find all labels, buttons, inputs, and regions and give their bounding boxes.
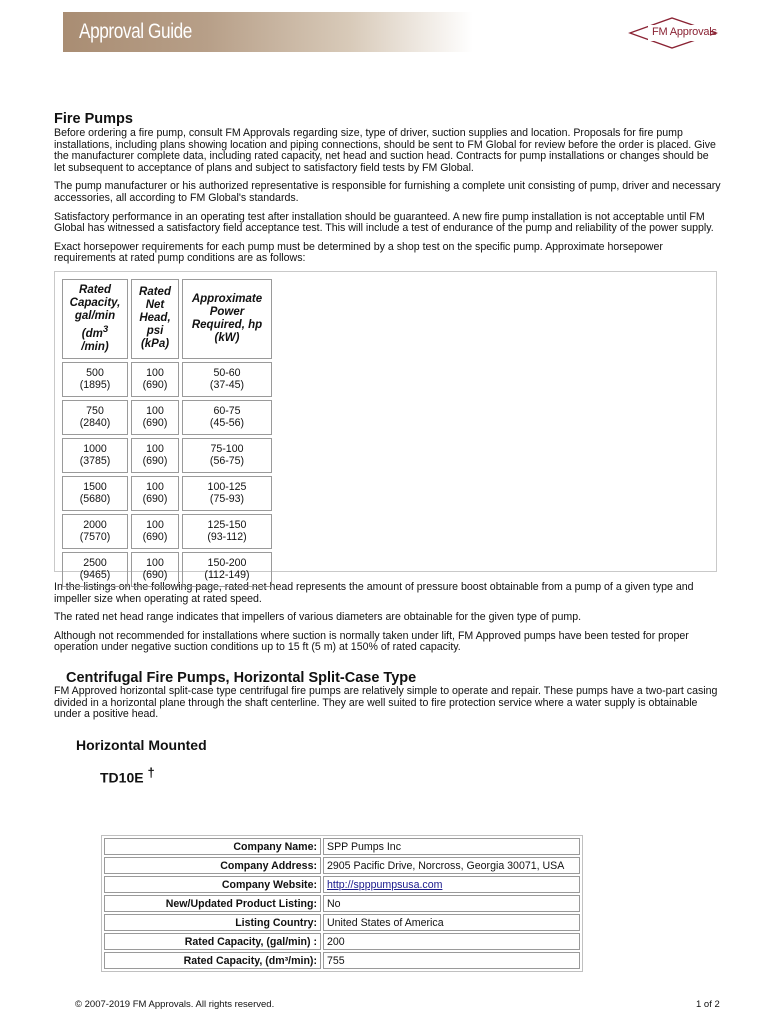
table-row bbox=[62, 400, 272, 435]
listing-label: Company Address: bbox=[104, 857, 321, 874]
fm-approvals-logo bbox=[628, 16, 720, 50]
listing-row bbox=[104, 933, 580, 950]
header-head: Rated Net Head, psi (kPa) bbox=[131, 279, 179, 359]
cell-power: 60-75 (45-56) bbox=[182, 400, 272, 435]
cell-head: 100 (690) bbox=[131, 552, 179, 587]
table-row bbox=[62, 514, 272, 549]
listing-label: Rated Capacity, (gal/min) : bbox=[104, 933, 321, 950]
footer-page-number: 1 of 2 bbox=[696, 999, 720, 1010]
listing-row bbox=[104, 914, 580, 931]
cell-power: 150-200 (112-149) bbox=[182, 552, 272, 587]
cell-power: 75-100 (56-75) bbox=[182, 438, 272, 473]
listing-value: 200 bbox=[323, 933, 580, 950]
cell-capacity: 1500 (5680) bbox=[62, 476, 128, 511]
centrifugal-body: FM Approved horizontal split-case type centrifugal fire pumps are relatively simple to operate and repair. These pumps have a two-part casing divided in a horizontal plane through the shaft centerline. They are well suited to fire protection service where a water supply is obtainable under a positive head. bbox=[54, 684, 718, 721]
listing-label: Company Name: bbox=[104, 838, 321, 855]
listing-table bbox=[101, 835, 583, 972]
dagger-mark: † bbox=[147, 764, 155, 780]
cell-head: 100 (690) bbox=[131, 476, 179, 511]
listing-value bbox=[323, 876, 580, 893]
horizontal-mounted-heading: Horizontal Mounted bbox=[76, 736, 207, 753]
horsepower-table bbox=[59, 276, 275, 590]
model-heading bbox=[100, 765, 722, 786]
listing-label: Rated Capacity, (dm³/min): bbox=[104, 952, 321, 969]
intro-paragraph-4: Exact horsepower requirements for each pump must be determined by a shop test on the specific pump. Approximate horsepower requirements at rated pump conditions are as follows: bbox=[54, 240, 663, 265]
listing-row bbox=[104, 895, 580, 912]
intro-paragraph-2: The pump manufacturer or his authorized representative is responsible for furnishing a complete unit consisting of pump, driver and necessary accessories, all according to FM Global's standards. bbox=[54, 180, 721, 204]
cell-head: 100 (690) bbox=[131, 400, 179, 435]
approval-guide-banner bbox=[63, 12, 473, 52]
listing-row bbox=[104, 876, 580, 893]
listing-value: SPP Pumps Inc bbox=[323, 838, 580, 855]
cell-head: 100 (690) bbox=[131, 362, 179, 397]
listing-label: Company Website: bbox=[104, 876, 321, 893]
cell-capacity: 2000 (7570) bbox=[62, 514, 128, 549]
cell-capacity: 750 (2840) bbox=[62, 400, 128, 435]
document-body bbox=[54, 110, 722, 785]
logo-text: FM Approvals bbox=[652, 26, 717, 38]
listing-value: 2905 Pacific Drive, Norcross, Georgia 30071, USA bbox=[323, 857, 580, 874]
footer-copyright: © 2007-2019 FM Approvals. All rights reserved. bbox=[75, 999, 275, 1010]
listing-value: No bbox=[323, 895, 580, 912]
cell-capacity: 500 (1895) bbox=[62, 362, 128, 397]
cell-power: 50-60 (37-45) bbox=[182, 362, 272, 397]
listing-value: United States of America bbox=[323, 914, 580, 931]
cell-capacity: 1000 (3785) bbox=[62, 438, 128, 473]
listing-label: Listing Country: bbox=[104, 914, 321, 931]
intro-paragraph-1: Before ordering a fire pump, consult FM Approvals regarding size, type of driver, suction supplies and location. Proposals for fire pump installations, including plans showing location and piping connections, should be sent to FM Global for review before the order is placed. Give the manufacturer complete data, including rated capacity, net head and suction head. Contracts for pump installations or changes should be let subsequent to acceptance of plans and subject to satisfactory field tests by FM Global. bbox=[54, 127, 716, 174]
after-paragraph-3: Although not recommended for installations where suction is normally taken under lift, FM Approved pumps have been tested for proper operation under negative suction conditions up to 15 ft (5 m) at 150% of rated capacity. bbox=[54, 629, 689, 654]
listing-row bbox=[104, 838, 580, 855]
company-website-link[interactable]: http://spppumpsusa.com bbox=[327, 878, 443, 891]
listing-value: 755 bbox=[323, 952, 580, 969]
model-name: TD10E bbox=[100, 769, 144, 786]
table-row bbox=[62, 362, 272, 397]
banner-title: Approval Guide bbox=[79, 20, 192, 43]
header-capacity: Rated Capacity, gal/min ($dm^3$ /min) bbox=[62, 279, 128, 359]
cell-capacity: 2500 (9465) bbox=[62, 552, 128, 587]
listing-row bbox=[104, 857, 580, 874]
listing-row bbox=[104, 952, 580, 969]
table-row bbox=[62, 438, 272, 473]
cell-power: 100-125 (75-93) bbox=[182, 476, 272, 511]
after-paragraph-2: The rated net head range indicates that impellers of various diameters are obtainable for the given type of pump. bbox=[54, 611, 582, 624]
table-row bbox=[62, 476, 272, 511]
listing-label: New/Updated Product Listing: bbox=[104, 895, 321, 912]
cell-head: 100 (690) bbox=[131, 438, 179, 473]
horsepower-table-frame bbox=[54, 271, 717, 582]
cell-head: 100 (690) bbox=[131, 514, 179, 549]
intro-paragraph-3: Satisfactory performance in an operating test after installation should be guaranteed. A new fire pump installation is not acceptable until FM Global has witnessed a satisfactory field acceptance test. This will include a test of endurance of the pump and reliability of the power supply. bbox=[54, 210, 714, 235]
centrifugal-title: Centrifugal Fire Pumps, Horizontal Split-Case Type bbox=[66, 669, 417, 686]
after-paragraph-1: In the listings on the following page, rated net head represents the amount of pressure boost obtainable from a pump of a given type and impeller size when operating at rated speed. bbox=[54, 580, 694, 605]
header-power: Approximate Power Required, hp (kW) bbox=[182, 279, 272, 359]
cell-power: 125-150 (93-112) bbox=[182, 514, 272, 549]
fire-pumps-title: Fire Pumps bbox=[54, 111, 133, 127]
table-row bbox=[62, 552, 272, 587]
